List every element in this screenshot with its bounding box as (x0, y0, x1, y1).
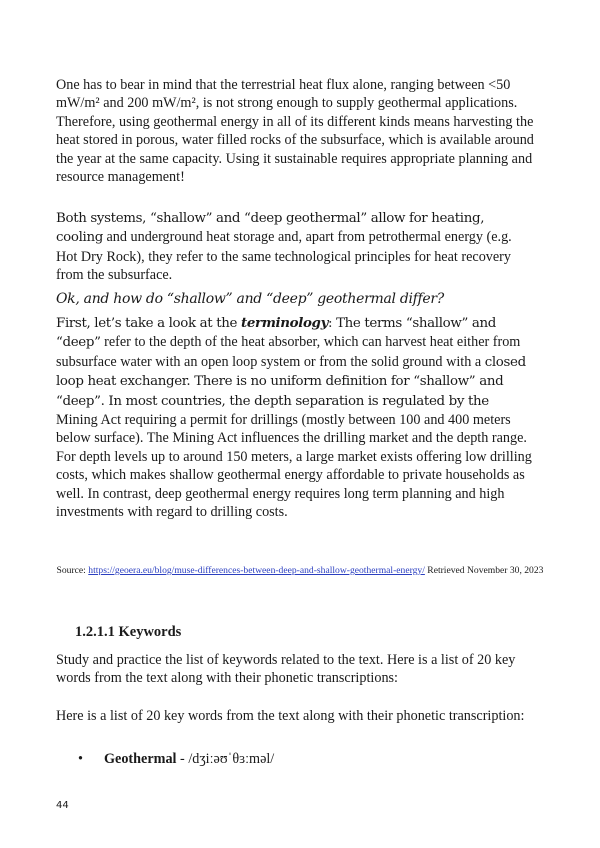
question-heading: Ok, and how do “shallow” and “deep” geothermal differ? (56, 291, 445, 307)
paragraph-terminology (56, 314, 534, 521)
terminology-mid1: refer to the depth of the heat absorber, which can harvest heat either from subsurface water with an open loop system or from the solid ground with a (56, 334, 521, 370)
paragraph-heat-flux: One has to bear in mind that the terrestrial heat flux alone, ranging between <50 mW/m² and 200 mW/m², is not strong enough to supply geothermal applications. Therefore, using geothermal energy in all of its different kinds means harvesting the heat stored in porous, water filled rocks of the subsurface, which is available around the year at the same capacity. Using it sustainable requires appropriate planning and resource management! (56, 77, 534, 186)
paragraph-both-systems (56, 209, 534, 285)
source-link[interactable]: https://geoera.eu/blog/muse-differences-between-deep-and-shallow-geothermal-energy/ (88, 565, 425, 576)
paragraph-study-keywords: Study and practice the list of keywords related to the text. Here is a list of 20 key words from the text along with their phonetic transcriptions: (56, 652, 516, 687)
keyword-transcription: - /dʒiːəʊˈθɜːməl/ (176, 751, 275, 767)
source-prefix: Source: (56, 565, 89, 576)
source-retrieved: Retrieved November 30, 2023 (424, 565, 544, 576)
keyword-term: Geothermal (104, 751, 177, 767)
terminology-lead-before: First, let’s take a look at the (56, 316, 241, 331)
source-citation (56, 565, 544, 577)
bullet-icon: • (78, 751, 83, 767)
terminology-lead-after: : The terms “shallow” and “deep” (56, 316, 496, 351)
paragraph-both-systems-lead: Both systems, “shallow” and “deep geothermal” allow for heating, cooling (56, 211, 485, 246)
terminology-mid2: closed loop heat exchanger. There is no uniform definition for “shallow” and “deep”. In most countries, the depth separation is regulated by the (56, 354, 526, 409)
list-item (78, 750, 274, 768)
terminology-rest: Mining Act requiring a permit for drillings (mostly between 100 and 400 meters below surface). The Mining Act influences the drilling market and the depth range. For depth levels up to around 150 meters, a large market exists offering low drilling costs, which makes shallow geothermal energy affordable to private households as well. In contrast, deep geothermal energy requires long term planning and high investments with regard to drilling costs. (56, 412, 532, 521)
section-heading-keywords: 1.2.1.1 Keywords (75, 624, 182, 640)
terminology-term: terminology (241, 315, 328, 331)
paragraph-keyword-list-intro: Here is a list of 20 key words from the text along with their phonetic transcription: (56, 708, 525, 724)
paragraph-both-systems-rest: and underground heat storage and, apart from petrothermal energy (e.g. Hot Dry Rock), they refer to the same technological principles for heat recovery from the subsurface. (56, 229, 512, 284)
page-number: 44 (56, 800, 69, 811)
